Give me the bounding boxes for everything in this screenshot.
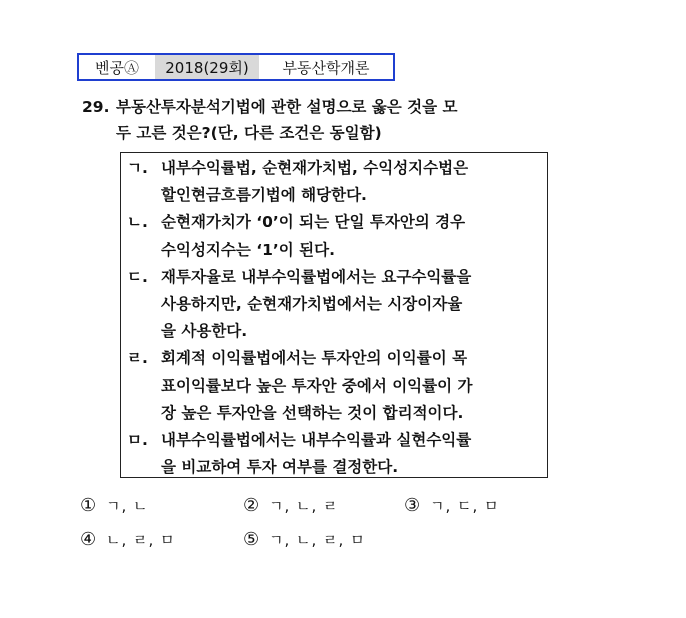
statement-mark: ㅁ. (127, 431, 148, 450)
answer-option-2[interactable] (243, 495, 339, 516)
question-text-line2: 두 고른 것은?(단, 다른 조건은 동일함) (116, 124, 382, 142)
statement-box (120, 152, 548, 478)
option-number: ⑤ (243, 529, 260, 550)
option-number: ④ (80, 529, 97, 550)
statement-line: 회계적 이익률법에서는 투자안의 이익률이 목 (161, 349, 468, 368)
statement-item (127, 264, 547, 346)
statement-line: 을 사용한다. (161, 322, 248, 341)
statement-line: 할인현금흐름기법에 해당한다. (161, 186, 367, 205)
option-value: ㄱ, ㄴ, ㄹ, ㅁ (269, 531, 366, 549)
option-value: ㄱ, ㄷ, ㅁ (430, 497, 500, 515)
source-label: 벤공Ⓐ (95, 58, 139, 77)
answer-option-3[interactable] (404, 495, 500, 516)
subject-label: 부동산학개론 (282, 58, 370, 77)
option-value: ㄱ, ㄴ, ㄹ (269, 497, 339, 515)
statement-line: 재투자율로 내부수익률법에서는 요구수익률을 (161, 267, 472, 286)
option-value: ㄱ, ㄴ (106, 497, 149, 515)
option-number: ③ (404, 495, 421, 516)
statement-mark: ㄷ. (127, 267, 148, 286)
statement-mark: ㄴ. (127, 213, 148, 232)
statement-line: 장 높은 투자안을 선택하는 것이 합리적이다. (161, 403, 464, 422)
statement-mark: ㄱ. (127, 159, 148, 177)
statement-item (127, 345, 547, 427)
statement-line: 을 비교하여 투자 여부를 결정한다. (161, 458, 399, 477)
option-number: ② (243, 495, 260, 516)
statement-line: 사용하지만, 순현재가치법에서는 시장이자율 (161, 295, 463, 314)
answer-option-1[interactable] (80, 495, 149, 516)
option-number: ① (80, 495, 97, 516)
question-text-line1: 부동산투자분석기법에 관한 설명으로 옳은 것을 모 (116, 98, 458, 116)
answer-option-5[interactable] (243, 529, 366, 550)
option-value: ㄴ, ㄹ, ㅁ (106, 531, 176, 549)
statement-line: 표이익률보다 높은 투자안 중에서 이익률이 가 (161, 376, 473, 395)
answer-option-4[interactable] (80, 529, 176, 550)
statement-mark: ㄹ. (127, 349, 148, 368)
answer-choices (80, 495, 540, 563)
source-header (77, 53, 395, 81)
statement-line: 내부수익률법, 순현재가치법, 수익성지수법은 (161, 159, 469, 177)
statement-line: 내부수익률법에서는 내부수익률과 실현수익률 (161, 431, 472, 450)
statement-line: 수익성지수는 ‘1’이 된다. (161, 240, 335, 259)
statement-item (127, 427, 547, 481)
question-stem (82, 94, 457, 146)
statement-line: 순현재가치가 ‘0’이 되는 단일 투자안의 경우 (161, 213, 466, 232)
statement-item (127, 155, 547, 209)
statement-item (127, 209, 547, 263)
exam-year: 2018(29회) (155, 55, 259, 79)
question-number: 29. (82, 98, 110, 116)
